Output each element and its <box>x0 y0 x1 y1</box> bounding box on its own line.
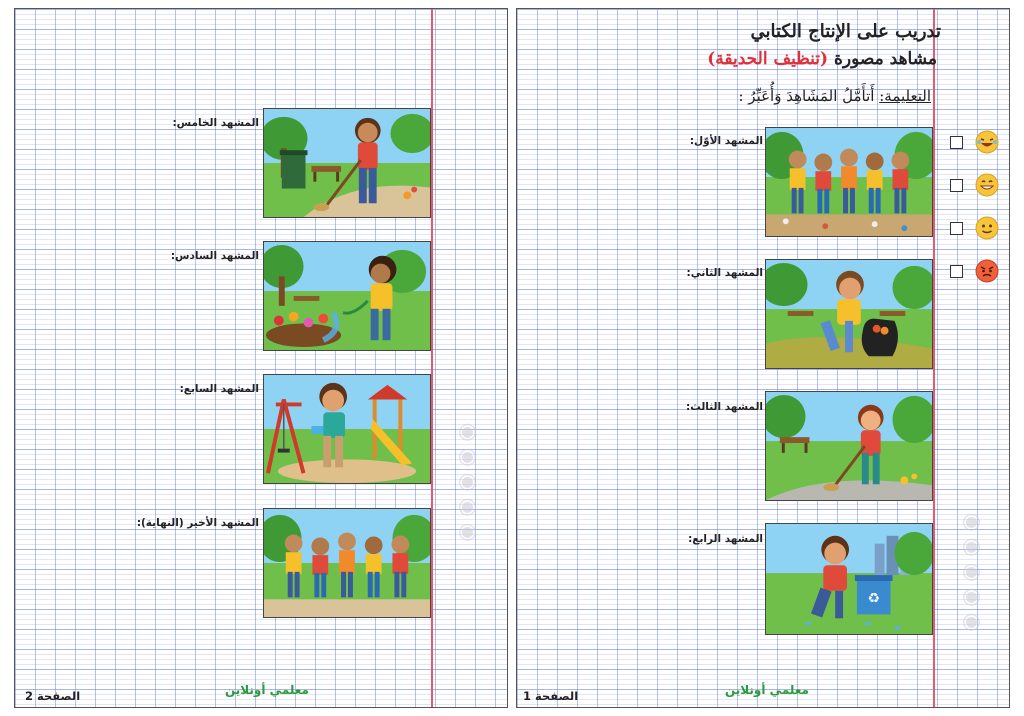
watermark: ◉◉◉◉◉ <box>959 509 984 634</box>
scene-6-label: المشهد السادس: <box>170 250 259 262</box>
subtitle-prefix: مشاهد مصورة <box>828 49 937 69</box>
page-number: الصفحة 1 <box>523 689 579 703</box>
rating-checkbox-4[interactable] <box>950 265 963 278</box>
scene-4-image <box>765 523 933 635</box>
scene-4-label: المشهد الرابع: <box>688 533 763 545</box>
page-title: تدريب على الإنتاج الكتابي <box>750 21 941 42</box>
scene-3-image <box>765 391 933 501</box>
subtitle-highlight: (تنظيف الحديقة) <box>707 49 829 69</box>
worksheet-page-2 <box>14 8 508 708</box>
margin-line <box>933 9 935 707</box>
smiling-emoji-icon <box>975 216 999 240</box>
angry-emoji-icon <box>975 259 999 283</box>
page-number: الصفحة 2 <box>25 689 81 703</box>
scene-2-image <box>765 259 933 369</box>
scene-final-image <box>263 508 431 618</box>
scene-final-label: المشهد الأخير (النهاية): <box>136 517 259 529</box>
scene-5-image <box>263 108 431 218</box>
rating-checkbox-1[interactable] <box>950 136 963 149</box>
laughing-emoji-icon <box>975 130 999 154</box>
watermark: ◉◉◉◉◉ <box>455 419 480 544</box>
scene-7-image <box>263 374 431 484</box>
scene-5-label: المشهد الخامس: <box>172 117 259 129</box>
brand-footer: معلمي أونلاين <box>725 683 809 697</box>
rating-checkbox-3[interactable] <box>950 222 963 235</box>
scene-6-image <box>263 241 431 351</box>
scene-1-image <box>765 127 933 237</box>
rating-checkbox-2[interactable] <box>950 179 963 192</box>
scene-7-label: المشهد السابع: <box>179 383 259 395</box>
scene-3-label: المشهد الثالث: <box>686 401 763 413</box>
scene-1-label: المشهد الأوّل: <box>689 135 763 147</box>
worksheet-page-1 <box>516 8 1010 708</box>
margin-line <box>431 9 433 707</box>
scene-2-label: المشهد الثاني: <box>686 267 763 279</box>
instruction-label: التعليمة: <box>879 87 931 105</box>
instruction <box>738 87 931 105</box>
brand-footer: معلمي أونلاين <box>225 683 309 697</box>
grinning-emoji-icon <box>975 173 999 197</box>
svg-text:♻: ♻ <box>867 590 880 607</box>
page-subtitle <box>707 49 937 69</box>
instruction-text: أَتأَمَّلُ المَشَاهِدَ وَأُعَبِّرُ : <box>738 87 880 105</box>
